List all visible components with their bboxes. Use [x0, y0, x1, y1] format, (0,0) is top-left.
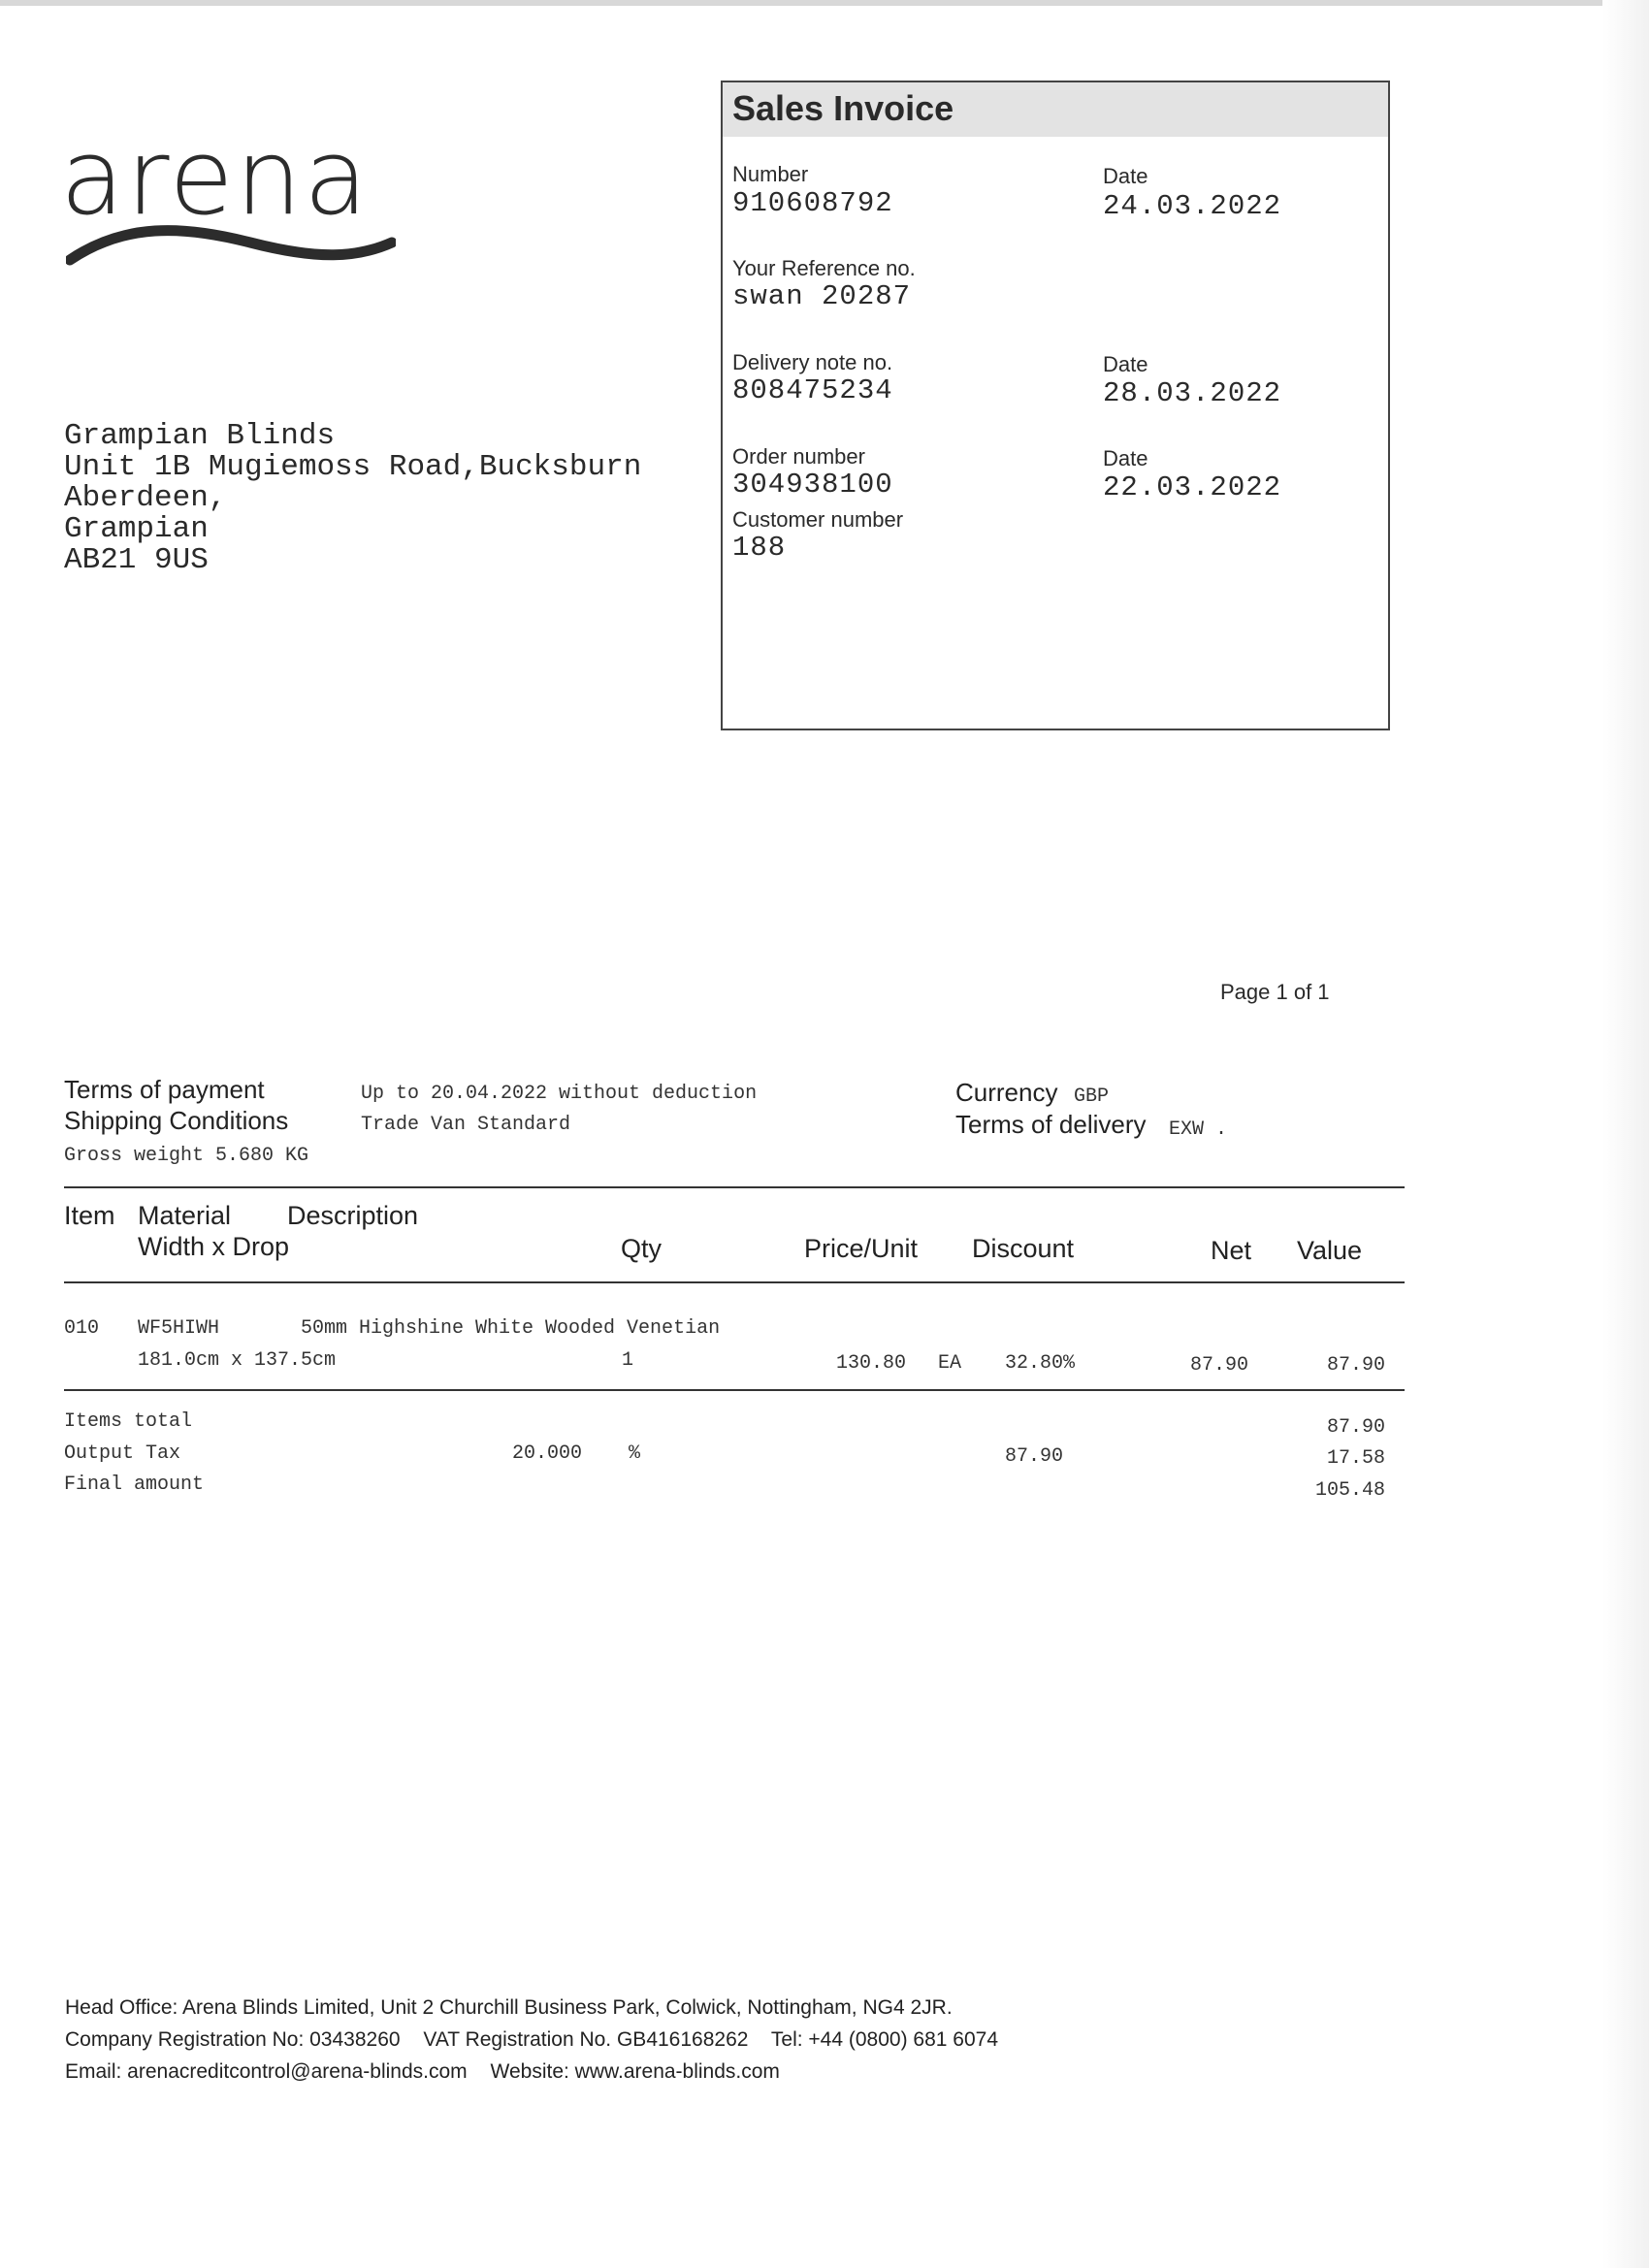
output-tax-label: Output Tax	[64, 1442, 181, 1465]
page-indicator: Page 1 of 1	[1220, 980, 1330, 1004]
company-footer	[65, 1992, 1016, 2088]
col-header-price-unit: Price/Unit	[804, 1234, 919, 1263]
col-header-material: Material	[138, 1201, 232, 1230]
order-date: 22.03.2022	[1103, 471, 1282, 503]
col-header-description: Description	[287, 1201, 419, 1230]
footer-tel: Tel: +44 (0800) 681 6074	[770, 2028, 999, 2051]
address-line: Aberdeen,	[64, 481, 227, 515]
table-top-rule	[64, 1186, 1405, 1188]
col-header-qty: Qty	[621, 1234, 663, 1263]
logo-wave-icon	[66, 221, 396, 270]
order-date-label: Date	[1103, 446, 1148, 470]
scan-edge-right	[1602, 0, 1649, 2268]
invoice-number-label: Number	[732, 162, 809, 186]
delivery-note-label: Delivery note no.	[732, 350, 893, 374]
invoice-title: Sales Invoice	[732, 88, 954, 128]
delivery-terms-value: EXW .	[1169, 1118, 1228, 1141]
footer-website: Website: www.arena-blinds.com	[490, 2060, 780, 2083]
final-amount-label: Final amount	[64, 1474, 205, 1496]
shipping-conditions-value: Trade Van Standard	[361, 1114, 571, 1136]
reference-value: swan 20287	[732, 280, 912, 312]
logo-wordmark: arena	[60, 117, 371, 239]
shipping-conditions-label: Shipping Conditions	[64, 1106, 289, 1135]
gross-weight: Gross weight 5.680 KG	[64, 1145, 309, 1167]
tax-percent-sign: %	[629, 1442, 641, 1465]
delivery-date-label: Date	[1103, 352, 1148, 376]
customer-number-label: Customer number	[732, 507, 904, 532]
header-bottom-rule	[64, 1281, 1405, 1283]
items-total-value: 87.90	[1327, 1416, 1386, 1439]
col-header-value: Value	[1297, 1236, 1363, 1265]
recipient-address	[64, 421, 641, 576]
address-line: Grampian Blinds	[64, 419, 336, 453]
footer-email: Email: arenacreditcontrol@arena-blinds.com	[65, 2060, 468, 2083]
col-header-net: Net	[1211, 1236, 1252, 1265]
address-line: Unit 1B Mugiemoss Road,Bucksburn	[64, 450, 642, 484]
row-item: 010	[64, 1317, 100, 1340]
order-number: 304938100	[732, 469, 893, 501]
row-size: 181.0cm x 137.5cm	[138, 1349, 337, 1372]
customer-number: 188	[732, 532, 787, 564]
row-net: 87.90	[1190, 1354, 1249, 1377]
row-value: 87.90	[1327, 1354, 1386, 1377]
row-description: 50mm Highshine White Wooded Venetian	[301, 1317, 721, 1340]
col-header-discount: Discount	[972, 1234, 1075, 1263]
address-line: AB21 9US	[64, 543, 209, 577]
reference-label: Your Reference no.	[732, 256, 916, 280]
footer-vat-reg: VAT Registration No. GB416168262	[423, 2028, 749, 2051]
delivery-note-number: 808475234	[732, 374, 893, 406]
col-header-width-drop: Width x Drop	[138, 1232, 290, 1261]
delivery-date: 28.03.2022	[1103, 377, 1282, 409]
col-header-item: Item	[64, 1201, 115, 1230]
footer-registration-line	[65, 2024, 1016, 2056]
final-amount-value: 105.48	[1315, 1479, 1386, 1502]
items-total-label: Items total	[64, 1410, 193, 1433]
payment-terms-label: Terms of payment	[64, 1075, 265, 1104]
invoice-header-band	[723, 82, 1388, 137]
row-unit: EA	[938, 1352, 962, 1375]
payment-terms-value: Up to 20.04.2022 without deduction	[361, 1083, 758, 1105]
tax-base: 87.90	[1005, 1445, 1064, 1468]
tax-amount: 17.58	[1327, 1447, 1386, 1470]
currency-label: Currency	[955, 1078, 1058, 1107]
footer-company-reg: Company Registration No: 03438260	[65, 2028, 401, 2051]
row-qty: 1	[622, 1349, 634, 1372]
row-price: 130.80	[836, 1352, 907, 1375]
footer-head-office: Head Office: Arena Blinds Limited, Unit 2 Churchill Business Park, Colwick, Nottingham, NG4 2JR.	[65, 1996, 953, 2019]
footer-contact-line	[65, 2056, 1016, 2088]
invoice-date: 24.03.2022	[1103, 190, 1282, 222]
row-material: WF5HIWH	[138, 1317, 220, 1340]
tax-rate: 20.000	[512, 1442, 583, 1465]
scan-edge-top	[0, 0, 1649, 6]
currency-value: GBP	[1074, 1085, 1110, 1108]
arena-logo	[60, 117, 400, 281]
invoice-number: 910608792	[732, 187, 893, 219]
order-number-label: Order number	[732, 444, 865, 469]
delivery-terms-label: Terms of delivery	[955, 1110, 1147, 1139]
address-line: Grampian	[64, 512, 209, 546]
invoice-date-label: Date	[1103, 164, 1148, 188]
invoice-info-box	[721, 81, 1390, 730]
row-discount: 32.80%	[1005, 1352, 1076, 1375]
row-bottom-rule	[64, 1389, 1405, 1391]
